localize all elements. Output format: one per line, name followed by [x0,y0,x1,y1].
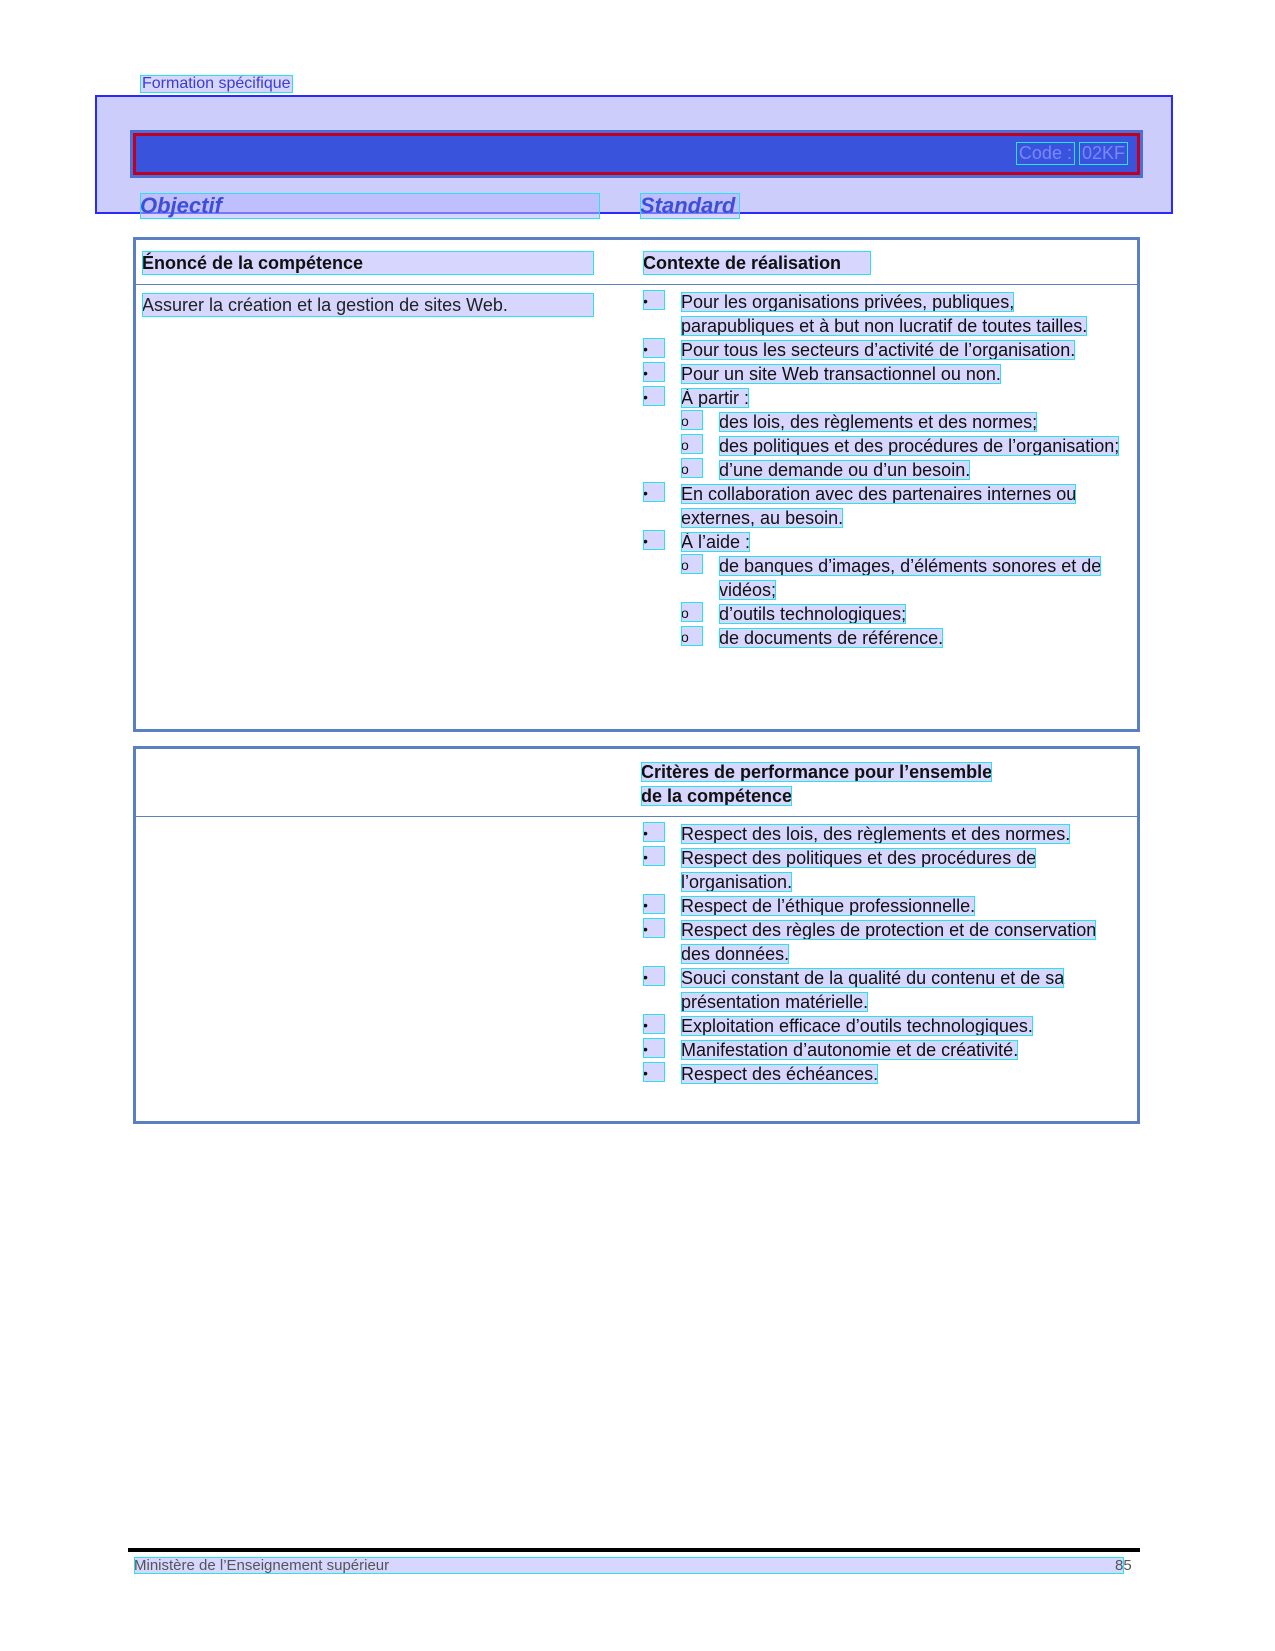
criteria-header-line2: de la compétence [641,786,793,806]
context-subitem [681,410,1123,434]
bullet-icon: • [643,918,665,938]
list-item-text: Pour les organisations privées, publiques, parapubliques et à but non lucratif de toutes tailles. [681,292,1088,336]
context-subitem [681,626,1123,650]
standard-heading: Standard [640,193,740,219]
code-bar [133,133,1140,175]
criteria-item [643,1014,1123,1038]
context-sublist [681,554,1123,650]
list-item-text: des lois, des règlements et des normes; [719,412,1038,432]
context-item [643,338,1123,362]
criteria-list [643,822,1123,1086]
bullet-icon: • [643,1062,665,1082]
context-subitem [681,458,1123,482]
criteria-item [643,1038,1123,1062]
context-item [643,386,1123,482]
list-item-text: Manifestation d’autonomie et de créativité. [681,1040,1019,1060]
criteria-item [643,822,1123,846]
bullet-icon: • [643,894,665,914]
context-header: Contexte de réalisation [643,251,871,275]
list-item-text: de documents de référence. [719,628,944,648]
list-item-text: Pour tous les secteurs d’activité de l’organisation. [681,340,1076,360]
criteria-header-divider [136,816,1137,817]
footer-page-number: 85 [1115,1557,1132,1574]
sub-bullet-icon: o [681,602,703,622]
bullet-icon: • [643,338,665,358]
list-item-text: Respect de l’éthique professionnelle. [681,896,976,916]
footer-ministry: Ministère de l’Enseignement supérieur [134,1557,1124,1574]
list-item-text: Respect des lois, des règlements et des normes. [681,824,1071,844]
list-item-text: À l’aide : [681,532,751,552]
list-item-text: En collaboration avec des partenaires internes ou externes, au besoin. [681,484,1077,528]
context-list [643,290,1123,650]
list-item-text: Respect des échéances. [681,1064,879,1084]
bullet-icon: • [643,1038,665,1058]
criteria-item [643,1062,1123,1086]
criteria-item [643,918,1123,966]
code-value: 02KF [1081,143,1125,163]
criteria-header-line1: Critères de performance pour l’ensemble [641,762,993,782]
bullet-icon: • [643,386,665,406]
bullet-icon: • [643,966,665,986]
context-item [643,482,1123,530]
criteria-item [643,966,1123,1014]
document-section-label: Formation spécifique [142,75,291,92]
code-label: Code : [1018,143,1072,163]
code-text [1017,143,1127,164]
criteria-header [641,760,1061,808]
footer-rule [128,1548,1140,1552]
bullet-icon: • [643,530,665,550]
list-item-text: Respect des politiques et des procédures de l’organisation. [681,848,1037,892]
table-header-divider [136,284,1137,285]
list-item-text: des politiques et des procédures de l’organisation; [719,436,1120,456]
list-item-text: Souci constant de la qualité du contenu et de sa présentation matérielle. [681,968,1065,1012]
bullet-icon: • [643,362,665,382]
sub-bullet-icon: o [681,626,703,646]
criteria-item [643,846,1123,894]
list-item-text: À partir : [681,388,750,408]
bullet-icon: • [643,1014,665,1034]
bullet-icon: • [643,846,665,866]
context-item [643,530,1123,650]
objective-heading: Objectif [140,193,600,219]
sub-bullet-icon: o [681,434,703,454]
list-item-text: d’outils technologiques; [719,604,907,624]
context-subitem [681,602,1123,626]
bullet-icon: • [643,822,665,842]
criteria-item [643,894,1123,918]
context-item [643,290,1123,338]
list-item-text: Pour un site Web transactionnel ou non. [681,364,1001,384]
competence-statement: Assurer la création et la gestion de sites Web. [142,293,594,317]
sub-bullet-icon: o [681,554,703,574]
list-item-text: Exploitation efficace d’outils technologiques. [681,1016,1033,1036]
list-item-text: Respect des règles de protection et de conservation des données. [681,920,1097,964]
context-item [643,362,1123,386]
context-subitem [681,554,1123,602]
list-item-text: de banques d’images, d’éléments sonores et de vidéos; [719,556,1102,600]
bullet-icon: • [643,290,665,310]
context-subitem [681,434,1123,458]
competence-statement-header: Énoncé de la compétence [142,251,594,275]
sub-bullet-icon: o [681,410,703,430]
sub-bullet-icon: o [681,458,703,478]
context-sublist [681,410,1123,482]
bullet-icon: • [643,482,665,502]
list-item-text: d’une demande ou d’un besoin. [719,460,971,480]
